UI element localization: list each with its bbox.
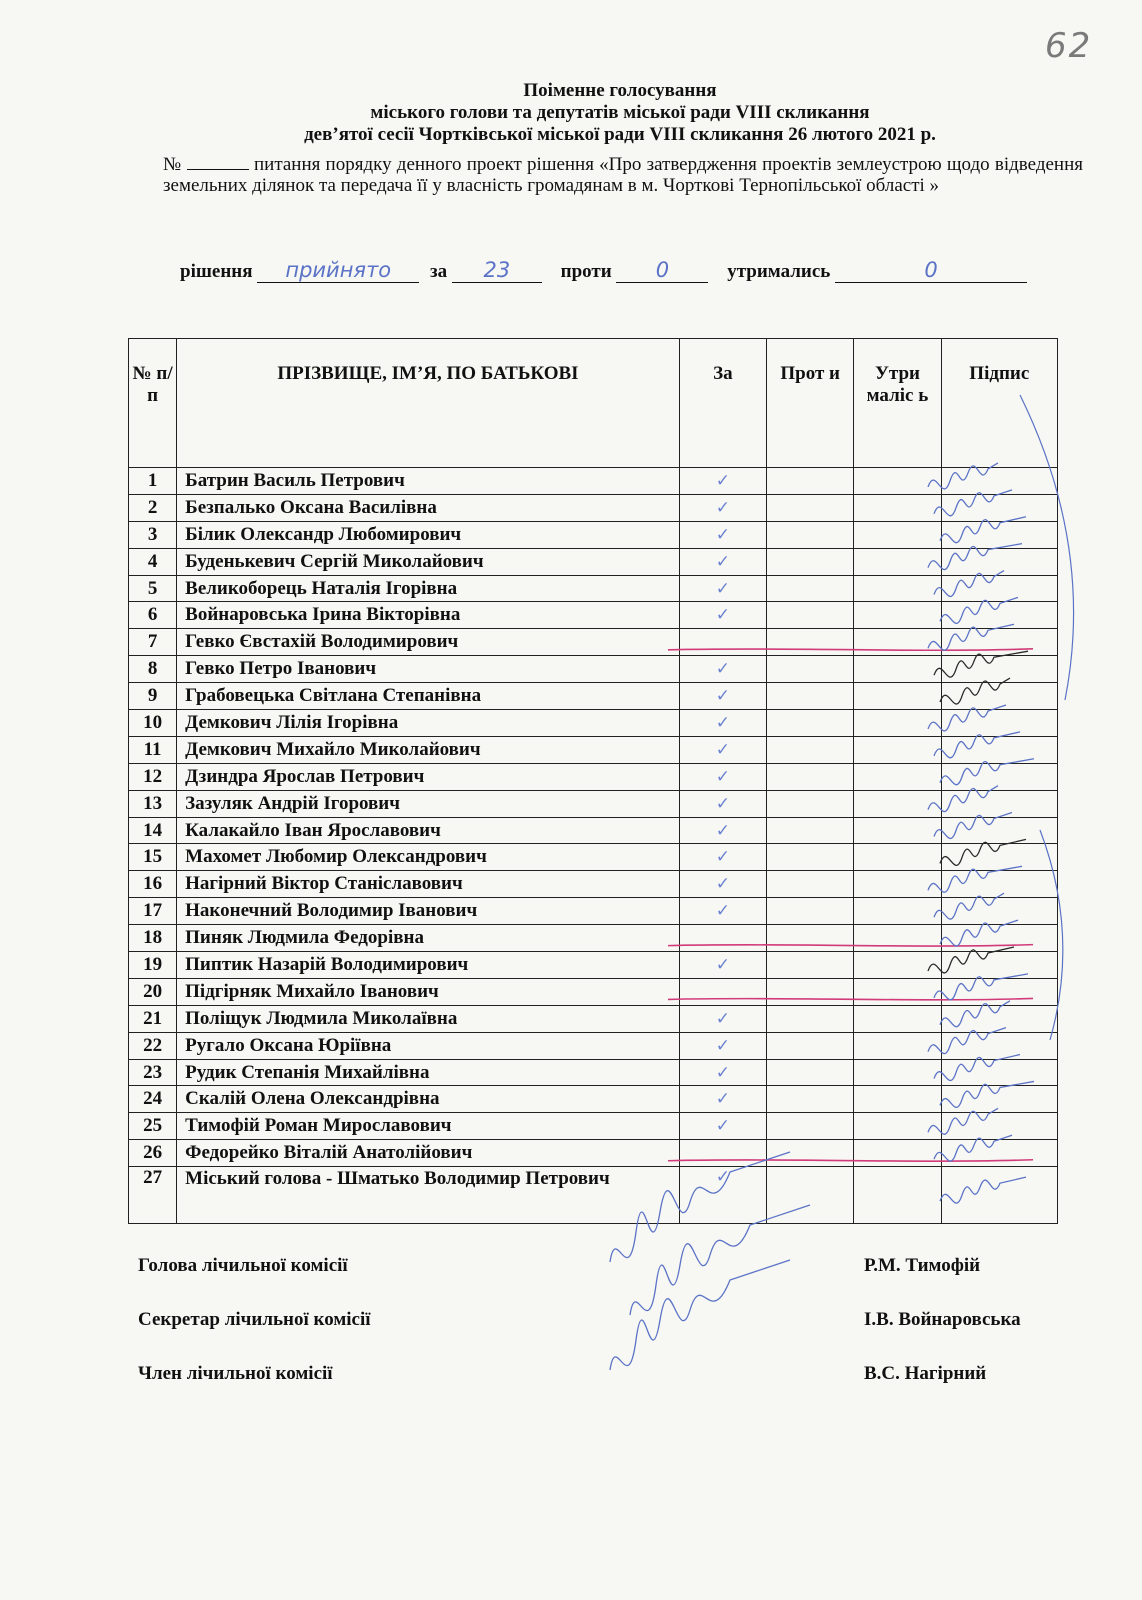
question-number-label: № bbox=[163, 154, 182, 175]
row-against bbox=[767, 763, 854, 790]
row-name: Тимофій Роман Мирославович bbox=[177, 1113, 680, 1140]
row-abstain bbox=[854, 1005, 941, 1032]
row-abstain bbox=[854, 1059, 941, 1086]
against-label: проти bbox=[560, 261, 612, 282]
row-against bbox=[767, 683, 854, 710]
row-number: 26 bbox=[129, 1140, 177, 1167]
row-signature bbox=[941, 871, 1057, 898]
page-number: 62 bbox=[1045, 26, 1093, 66]
row-abstain bbox=[854, 1032, 941, 1059]
row-name: Білик Олександр Любомирович bbox=[177, 521, 680, 548]
row-for: ✓ bbox=[679, 898, 766, 925]
row-name: Пиняк Людмила Федорівна bbox=[177, 925, 680, 952]
commission-person: В.С. Нагірний bbox=[864, 1363, 987, 1384]
table-row bbox=[129, 1086, 1058, 1113]
row-name: Махомет Любомир Олександрович bbox=[177, 844, 680, 871]
row-abstain bbox=[854, 710, 941, 737]
row-signature bbox=[941, 656, 1057, 683]
table-row bbox=[129, 763, 1058, 790]
abstain-count: 0 bbox=[835, 258, 1027, 283]
table-row bbox=[129, 1140, 1058, 1167]
row-number: 6 bbox=[129, 602, 177, 629]
row-for: ✓ bbox=[679, 1059, 766, 1086]
table-row bbox=[129, 844, 1058, 871]
vote-table-body bbox=[129, 468, 1058, 1224]
row-against bbox=[767, 898, 854, 925]
row-number: 3 bbox=[129, 521, 177, 548]
row-name: Наконечний Володимир Іванович bbox=[177, 898, 680, 925]
table-row bbox=[129, 790, 1058, 817]
row-number: 27 bbox=[129, 1167, 177, 1224]
row-signature bbox=[941, 763, 1057, 790]
table-row bbox=[129, 548, 1058, 575]
commission-row bbox=[138, 1255, 1058, 1309]
table-row bbox=[129, 1005, 1058, 1032]
row-abstain bbox=[854, 844, 941, 871]
vote-table-header bbox=[129, 339, 1058, 468]
row-name: Рудик Степанія Михайлівна bbox=[177, 1059, 680, 1086]
row-against bbox=[767, 575, 854, 602]
row-abstain bbox=[854, 521, 941, 548]
row-name: Буденькевич Сергій Миколайович bbox=[177, 548, 680, 575]
row-number: 16 bbox=[129, 871, 177, 898]
header-signature: Підпис bbox=[941, 339, 1057, 468]
row-abstain bbox=[854, 978, 941, 1005]
decision-summary bbox=[180, 258, 1080, 283]
table-row bbox=[129, 1032, 1058, 1059]
table-row bbox=[129, 656, 1058, 683]
row-number: 19 bbox=[129, 952, 177, 979]
against-count: 0 bbox=[616, 258, 708, 283]
commission-person: Р.М. Тимофій bbox=[864, 1255, 981, 1276]
row-abstain bbox=[854, 1167, 941, 1224]
row-against bbox=[767, 871, 854, 898]
row-name: Безпалько Оксана Василівна bbox=[177, 494, 680, 521]
row-abstain bbox=[854, 656, 941, 683]
row-name: Гевко Євстахій Володимирович bbox=[177, 629, 680, 656]
table-row bbox=[129, 494, 1058, 521]
row-abstain bbox=[854, 898, 941, 925]
row-name: Підгірняк Михайло Іванович bbox=[177, 978, 680, 1005]
row-name: Пиптик Назарій Володимирович bbox=[177, 952, 680, 979]
row-abstain bbox=[854, 925, 941, 952]
table-row bbox=[129, 683, 1058, 710]
row-against bbox=[767, 952, 854, 979]
for-count: 23 bbox=[452, 258, 542, 283]
row-signature bbox=[941, 844, 1057, 871]
row-number: 24 bbox=[129, 1086, 177, 1113]
row-name: Ругало Оксана Юріївна bbox=[177, 1032, 680, 1059]
row-name: Міський голова - Шматько Володимир Петрович bbox=[177, 1167, 680, 1224]
row-against bbox=[767, 602, 854, 629]
table-row bbox=[129, 629, 1058, 656]
row-for: ✓ bbox=[679, 1005, 766, 1032]
row-for: ✓ bbox=[679, 494, 766, 521]
row-abstain bbox=[854, 763, 941, 790]
header-against: Прот и bbox=[767, 339, 854, 468]
row-for: ✓ bbox=[679, 817, 766, 844]
row-name: Грабовецька Світлана Степанівна bbox=[177, 683, 680, 710]
row-signature bbox=[941, 1032, 1057, 1059]
question-number-blank bbox=[187, 155, 249, 170]
row-abstain bbox=[854, 683, 941, 710]
table-row bbox=[129, 871, 1058, 898]
row-against bbox=[767, 1032, 854, 1059]
row-for: ✓ bbox=[679, 1086, 766, 1113]
table-row bbox=[129, 1059, 1058, 1086]
row-for: ✓ bbox=[679, 683, 766, 710]
row-number: 7 bbox=[129, 629, 177, 656]
row-name: Гевко Петро Іванович bbox=[177, 656, 680, 683]
row-against bbox=[767, 656, 854, 683]
row-signature bbox=[941, 952, 1057, 979]
row-for: ✓ bbox=[679, 575, 766, 602]
row-for: ✓ bbox=[679, 656, 766, 683]
table-row bbox=[129, 817, 1058, 844]
row-name: Демкович Лілія Ігорівна bbox=[177, 710, 680, 737]
row-signature bbox=[941, 978, 1057, 1005]
header-name: ПРІЗВИЩЕ, ІМ’Я, ПО БАТЬКОВІ bbox=[177, 339, 680, 468]
row-for: ✓ bbox=[679, 952, 766, 979]
row-against bbox=[767, 925, 854, 952]
row-number: 5 bbox=[129, 575, 177, 602]
row-number: 9 bbox=[129, 683, 177, 710]
commission-role: Голова лічильної комісії bbox=[138, 1255, 348, 1276]
header-num: № п/п bbox=[129, 339, 177, 468]
row-name: Нагірний Віктор Станіславович bbox=[177, 871, 680, 898]
row-signature bbox=[941, 602, 1057, 629]
table-row bbox=[129, 952, 1058, 979]
table-row bbox=[129, 1167, 1058, 1224]
row-number: 13 bbox=[129, 790, 177, 817]
row-name: Войнаровська Ірина Вікторівна bbox=[177, 602, 680, 629]
table-row bbox=[129, 736, 1058, 763]
row-signature bbox=[941, 683, 1057, 710]
question-text: питання порядку денного проект рішення «Про затвердження проектів землеустрою щодо відведення земельних ділянок та передача її у власність громадянам в м. Чорткові Тернопільської області » bbox=[163, 154, 1084, 196]
row-abstain bbox=[854, 548, 941, 575]
row-signature bbox=[941, 1059, 1057, 1086]
document-header bbox=[160, 80, 1080, 146]
row-signature bbox=[941, 736, 1057, 763]
row-signature bbox=[941, 1140, 1057, 1167]
row-name: Федорейко Віталій Анатолійович bbox=[177, 1140, 680, 1167]
row-against bbox=[767, 978, 854, 1005]
abstain-label: утримались bbox=[727, 261, 831, 282]
row-for bbox=[679, 629, 766, 656]
row-for: ✓ bbox=[679, 468, 766, 495]
row-abstain bbox=[854, 817, 941, 844]
row-number: 17 bbox=[129, 898, 177, 925]
row-number: 22 bbox=[129, 1032, 177, 1059]
row-signature bbox=[941, 817, 1057, 844]
row-signature bbox=[941, 1167, 1057, 1224]
decision-value: прийнято bbox=[257, 258, 419, 283]
row-number: 4 bbox=[129, 548, 177, 575]
table-row bbox=[129, 978, 1058, 1005]
row-name: Поліщук Людмила Миколаївна bbox=[177, 1005, 680, 1032]
row-name: Скалій Олена Олександрівна bbox=[177, 1086, 680, 1113]
row-abstain bbox=[854, 629, 941, 656]
row-against bbox=[767, 844, 854, 871]
row-abstain bbox=[854, 602, 941, 629]
row-against bbox=[767, 1113, 854, 1140]
row-signature bbox=[941, 1113, 1057, 1140]
table-row bbox=[129, 1113, 1058, 1140]
row-name: Демкович Михайло Миколайович bbox=[177, 736, 680, 763]
row-against bbox=[767, 817, 854, 844]
row-number: 2 bbox=[129, 494, 177, 521]
row-for: ✓ bbox=[679, 790, 766, 817]
row-signature bbox=[941, 521, 1057, 548]
row-signature bbox=[941, 494, 1057, 521]
table-row bbox=[129, 602, 1058, 629]
row-against bbox=[767, 1059, 854, 1086]
row-signature bbox=[941, 468, 1057, 495]
row-name: Великоборець Наталія Ігорівна bbox=[177, 575, 680, 602]
row-signature bbox=[941, 548, 1057, 575]
row-number: 25 bbox=[129, 1113, 177, 1140]
row-against bbox=[767, 1140, 854, 1167]
row-number: 18 bbox=[129, 925, 177, 952]
row-abstain bbox=[854, 871, 941, 898]
row-number: 8 bbox=[129, 656, 177, 683]
row-name: Зазуляк Андрій Ігорович bbox=[177, 790, 680, 817]
counting-commission bbox=[138, 1255, 1058, 1417]
row-against bbox=[767, 1086, 854, 1113]
row-for: ✓ bbox=[679, 1032, 766, 1059]
commission-row bbox=[138, 1363, 1058, 1417]
row-for: ✓ bbox=[679, 548, 766, 575]
row-number: 11 bbox=[129, 736, 177, 763]
row-against bbox=[767, 710, 854, 737]
row-for: ✓ bbox=[679, 736, 766, 763]
row-for: ✓ bbox=[679, 844, 766, 871]
table-row bbox=[129, 710, 1058, 737]
row-against bbox=[767, 1167, 854, 1224]
table-row bbox=[129, 468, 1058, 495]
row-against bbox=[767, 1005, 854, 1032]
table-row bbox=[129, 521, 1058, 548]
row-abstain bbox=[854, 494, 941, 521]
header-title: Поіменне голосування bbox=[523, 80, 717, 101]
row-signature bbox=[941, 629, 1057, 656]
row-abstain bbox=[854, 575, 941, 602]
row-against bbox=[767, 494, 854, 521]
row-for: ✓ bbox=[679, 710, 766, 737]
row-against bbox=[767, 629, 854, 656]
row-for: ✓ bbox=[679, 602, 766, 629]
vote-table bbox=[128, 338, 1058, 1224]
row-against bbox=[767, 521, 854, 548]
row-name: Калакайло Іван Ярославович bbox=[177, 817, 680, 844]
commission-role: Член лічильної комісії bbox=[138, 1363, 333, 1384]
row-against bbox=[767, 548, 854, 575]
row-for: ✓ bbox=[679, 871, 766, 898]
row-against bbox=[767, 736, 854, 763]
row-for bbox=[679, 925, 766, 952]
row-signature bbox=[941, 1086, 1057, 1113]
row-number: 12 bbox=[129, 763, 177, 790]
row-for: ✓ bbox=[679, 521, 766, 548]
row-for: ✓ bbox=[679, 1167, 766, 1224]
header-abstain: Утри маліс ь bbox=[854, 339, 941, 468]
row-number: 15 bbox=[129, 844, 177, 871]
decision-label: рішення bbox=[180, 261, 253, 282]
row-signature bbox=[941, 710, 1057, 737]
row-for: ✓ bbox=[679, 1113, 766, 1140]
table-row bbox=[129, 575, 1058, 602]
row-abstain bbox=[854, 736, 941, 763]
row-abstain bbox=[854, 1113, 941, 1140]
row-name: Батрин Василь Петрович bbox=[177, 468, 680, 495]
row-for bbox=[679, 978, 766, 1005]
header-session: дев’ятої сесії Чортківської міської ради VIII скликання 26 лютого 2021 р. bbox=[304, 124, 936, 145]
for-label: за bbox=[430, 261, 448, 282]
table-row bbox=[129, 925, 1058, 952]
header-subtitle: міського голови та депутатів міської ради VIII скликання bbox=[370, 102, 870, 123]
row-signature bbox=[941, 790, 1057, 817]
row-abstain bbox=[854, 1140, 941, 1167]
row-number: 23 bbox=[129, 1059, 177, 1086]
row-signature bbox=[941, 575, 1057, 602]
row-abstain bbox=[854, 468, 941, 495]
commission-role: Секретар лічильної комісії bbox=[138, 1309, 371, 1330]
row-against bbox=[767, 468, 854, 495]
row-number: 14 bbox=[129, 817, 177, 844]
row-signature bbox=[941, 1005, 1057, 1032]
row-number: 20 bbox=[129, 978, 177, 1005]
table-row bbox=[129, 898, 1058, 925]
row-number: 10 bbox=[129, 710, 177, 737]
row-signature bbox=[941, 925, 1057, 952]
row-number: 1 bbox=[129, 468, 177, 495]
row-number: 21 bbox=[129, 1005, 177, 1032]
agenda-question bbox=[163, 154, 1083, 196]
row-for bbox=[679, 1140, 766, 1167]
row-against bbox=[767, 790, 854, 817]
row-abstain bbox=[854, 1086, 941, 1113]
row-for: ✓ bbox=[679, 763, 766, 790]
row-name: Дзиндра Ярослав Петрович bbox=[177, 763, 680, 790]
row-abstain bbox=[854, 952, 941, 979]
header-for: За bbox=[679, 339, 766, 468]
commission-row bbox=[138, 1309, 1058, 1363]
row-abstain bbox=[854, 790, 941, 817]
row-signature bbox=[941, 898, 1057, 925]
commission-person: І.В. Войнаровська bbox=[864, 1309, 1021, 1330]
